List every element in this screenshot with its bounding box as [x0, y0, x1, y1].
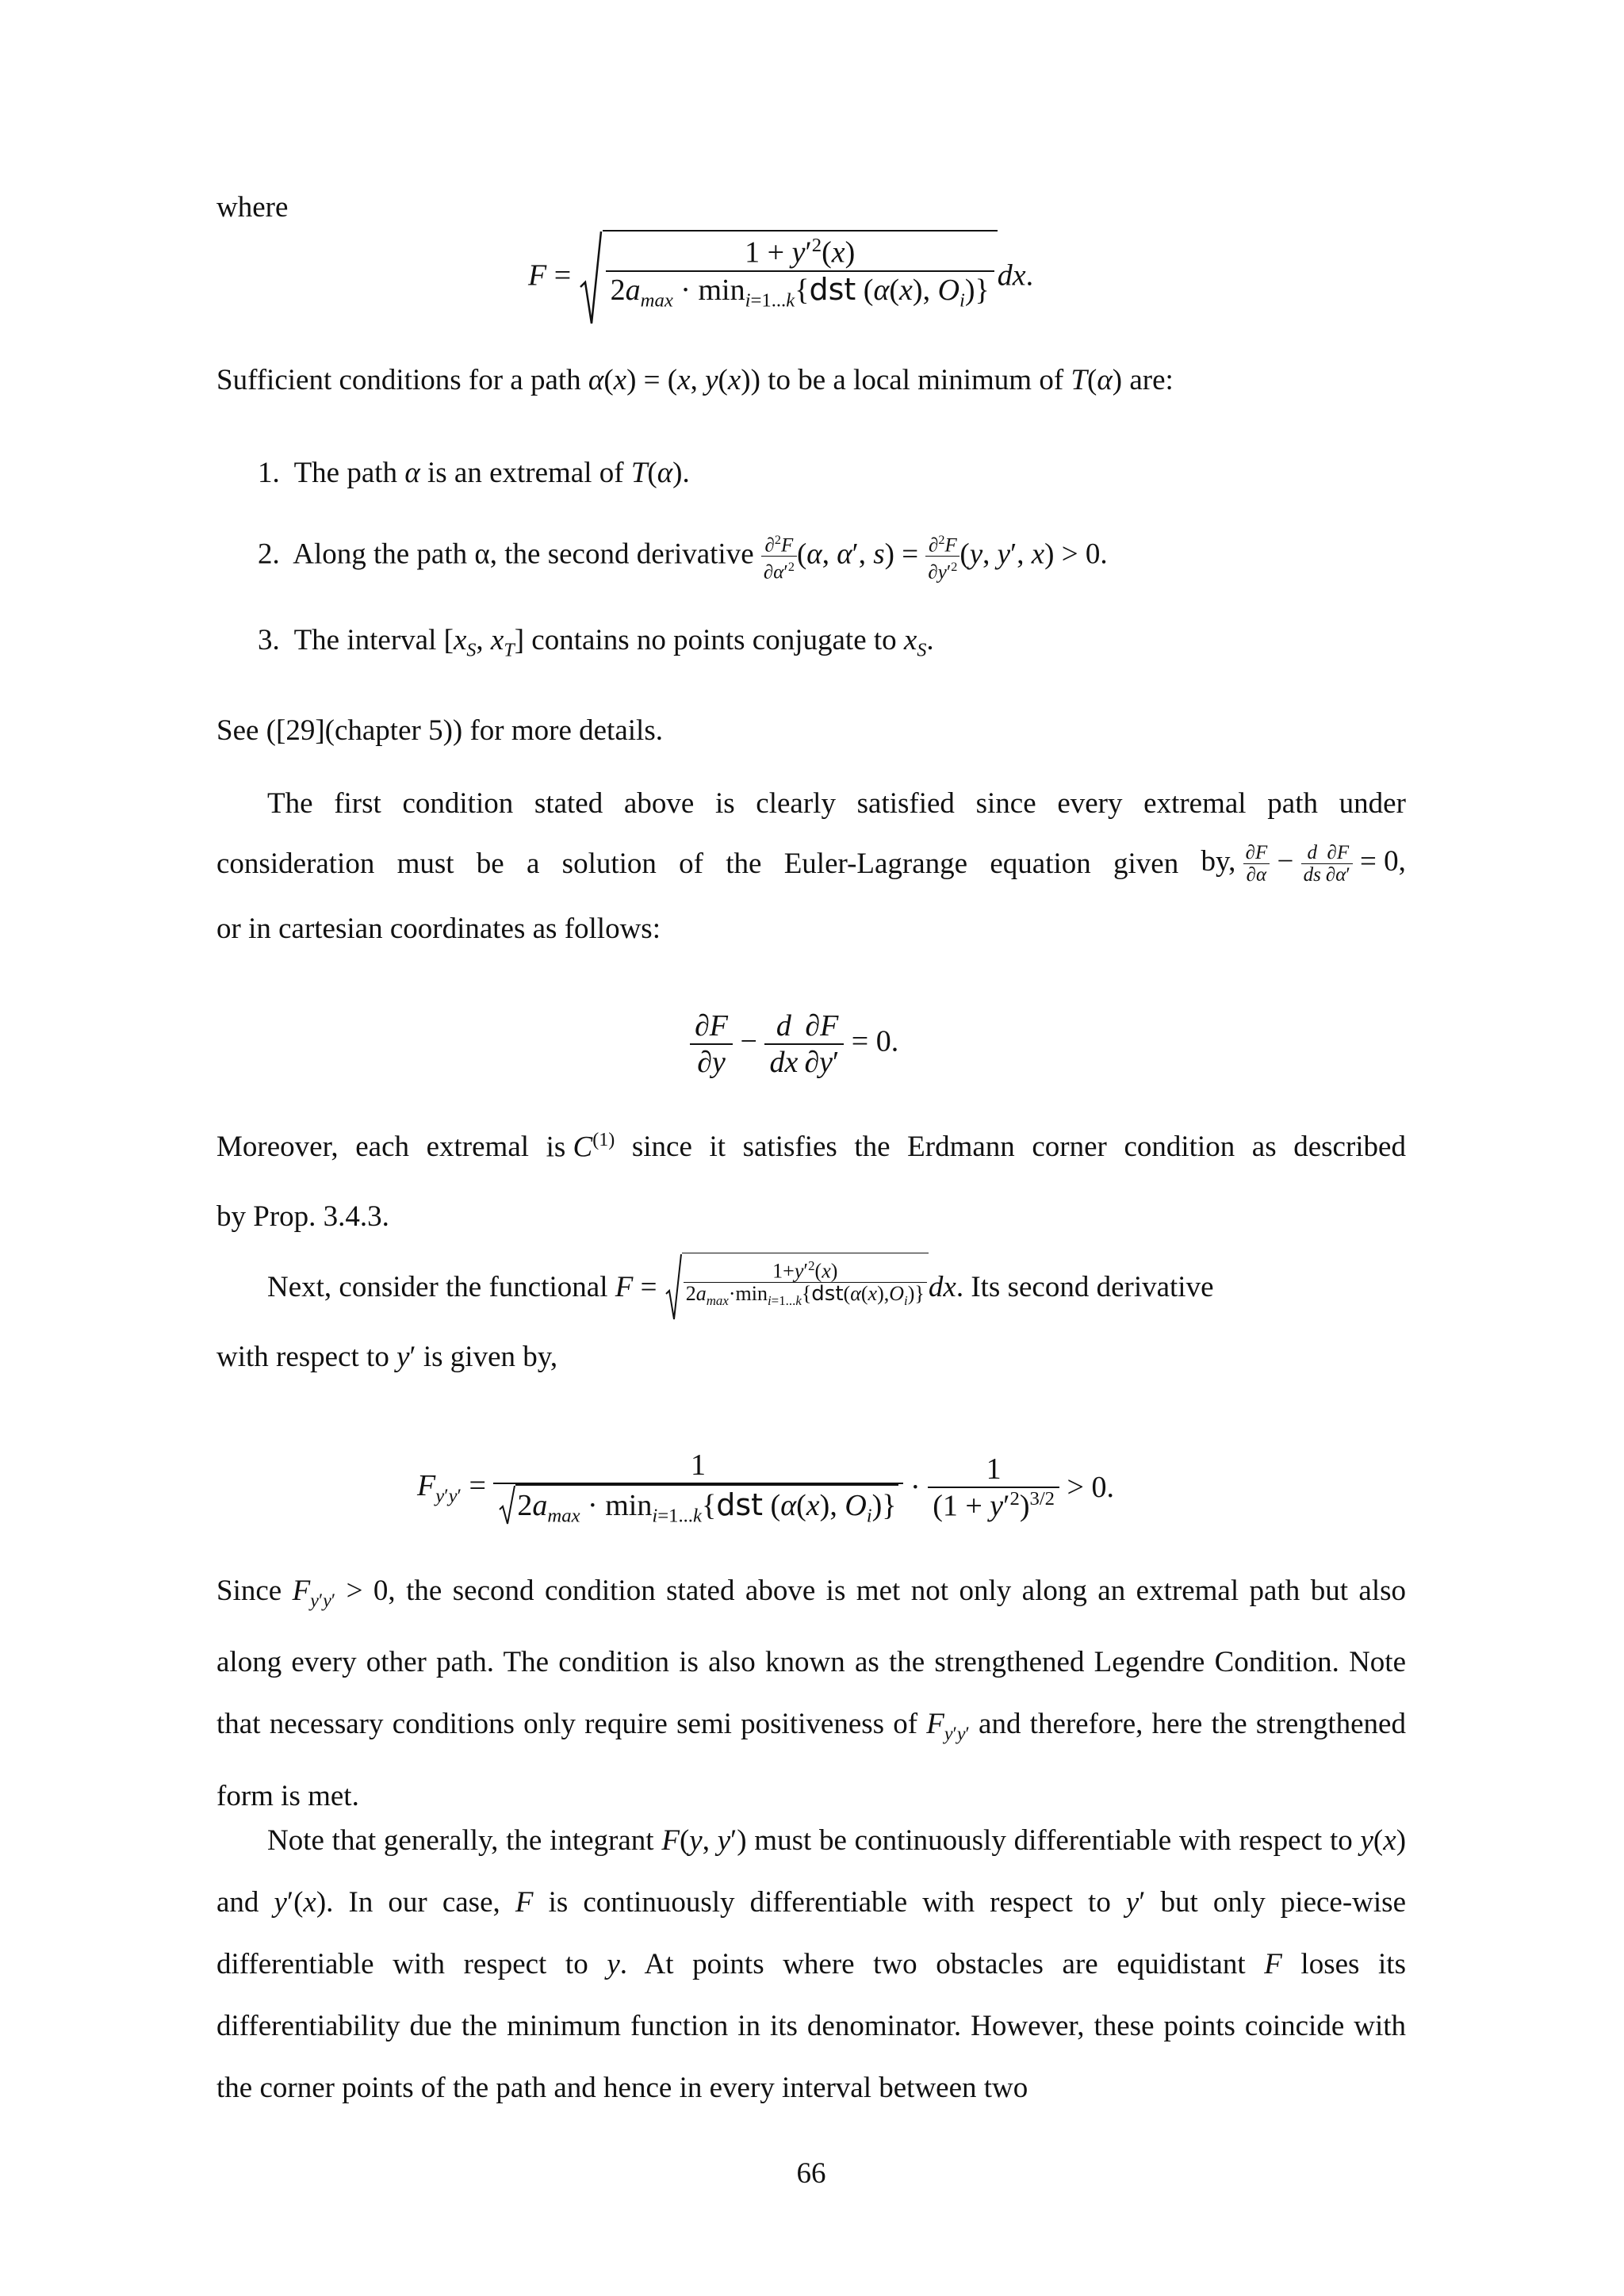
inline-functional-fraction: $1+y'^2(x)$ $2a_{max}\cdot\min_{i=1...k}\{dst(\alpha(x),O_i)\}$ — [684, 1255, 927, 1311]
euler-lagrange-equation: $\frac{\partial F}{\partial y}$ − $\frac{d}{dx}$ $\frac{\partial F}{\partial y'}$ = 0. — [690, 1008, 898, 1080]
moreover-text: Moreover, each extremal is $C^{(1)}$ since it satisfies the Erdmann corner condition as described — [216, 1130, 1406, 1164]
first-condition-line-2: consideration must be a solution of the Euler-Lagrange equation given by, $\frac{\partial F}{\partial\alpha}$ − $\frac{d}{ds}$ $\frac{\partial F}{\partial\alpha'}$ = 0, — [216, 842, 1406, 886]
next-functional-line: Next, consider the functional F = $1+y'^2(x)$ $2a_{max}\cdot\min_{i=1...k}\{dst(\alpha(x),O_i)\}$ dx. Its second derivative — [267, 1253, 1214, 1321]
sufficient-conditions-text: Sufficient conditions for a path α(x) = (x, y(x)) to be a local minimum of T(α) are: — [216, 364, 1174, 396]
second-derivative-alpha: $\frac{\partial^2F}{\partial\alpha'^2}$ — [761, 530, 797, 584]
second-derivative-y: $\frac{\partial^2F}{\partial y'^2}$ — [925, 530, 959, 584]
equation-F-dx: dx. — [997, 258, 1034, 293]
equation-F-fraction — [606, 235, 994, 312]
equation-F-denominator: $2a_{max} \cdot \min_{i=1...k}\{dst$ (α(x), $O_i$)} — [606, 270, 994, 312]
condition-item-2: 2. Along the path α, the second derivative $\frac{\partial^2F}{\partial\alpha'^2}$ (α, α′, s) = $\frac{\partial^2F}{\partial y'^2}$ (y, y′, x) > 0. — [258, 530, 1108, 584]
fyy-lhs: $F_{y'y'}$ = — [417, 1468, 494, 1507]
page-number: 66 — [796, 2157, 826, 2190]
fyy-first-fraction: $\frac{1}{2a_{max} \cdot \min_{i=1...k}\{dst (\alpha(x), O_i)\}}$ — [493, 1448, 902, 1528]
partial-F-alpha: $\frac{\partial F}{\partial\alpha}$ — [1243, 842, 1270, 886]
paper-page — [216, 0, 1406, 2296]
sqrt-symbol — [579, 230, 998, 327]
since-paragraph: Since $F_{y'y'} > 0$, the second condition stated above is met not only along an extremal path but also along every other path. The condition is also known as the strengthened Legendre Condition. Note that necessary conditions only require semi positiveness of $F_{y'y'}$ and therefore, here the strengthened form is met. — [216, 1575, 1407, 1812]
condition-item-1: 1. The path α is an extremal of T(α). — [258, 457, 690, 489]
by-prop-text: by Prop. 3.4.3. — [216, 1200, 389, 1233]
cartesian-text: or in cartesian coordinates as follows: — [216, 913, 661, 945]
equation-F — [528, 230, 1033, 327]
radical-sign — [579, 230, 603, 327]
equation-F-numerator: $1 + y'^2(x)$ — [745, 235, 856, 270]
condition-item-3: 3. The interval [$x_S$, $x_T$] contains no points conjugate to $x_S$. — [258, 624, 934, 661]
partial-F-alpha-prime: $\frac{\partial F}{\partial\alpha'}$ — [1323, 842, 1353, 886]
fyy-result: > 0. — [1059, 1471, 1114, 1505]
equation-F-lhs: F = — [528, 258, 572, 293]
note-paragraph: Note that generally, the integrant F(y, y′) must be continuously differentiable with respect to y(x) and y′(x). In our case, F is continuously differentiable with respect to y′ but only piece-wise differentiable with respect to y. At points where two obstacles are equidistant F loses its differentiability due the minimum function in its denominator. However, these points coincide with the corner points of the path and hence in every interval between two — [216, 1824, 1407, 2104]
inline-sqrt — [665, 1253, 929, 1321]
fyy-second-fraction: $\frac{1}{(1 + y'^2)^{3/2}}$ — [928, 1452, 1059, 1524]
see-reference-text: See ([29](chapter 5)) for more details. — [216, 714, 663, 747]
first-condition-line-1: The first condition stated above is clearly satisfied since every extremal path under — [267, 787, 1406, 820]
with-respect-text: with respect to y′ is given by, — [216, 1341, 558, 1373]
where-label: where — [216, 191, 289, 224]
fyy-equation: $F_{y'y'}$ = $\frac{1}{2a_{max} \cdot \min_{i=1...k}\{dst (\alpha(x), O_i)\}}$ · $\frac{1}{(1 + y'^2)^{3/2}}$ > 0. — [417, 1448, 1114, 1527]
